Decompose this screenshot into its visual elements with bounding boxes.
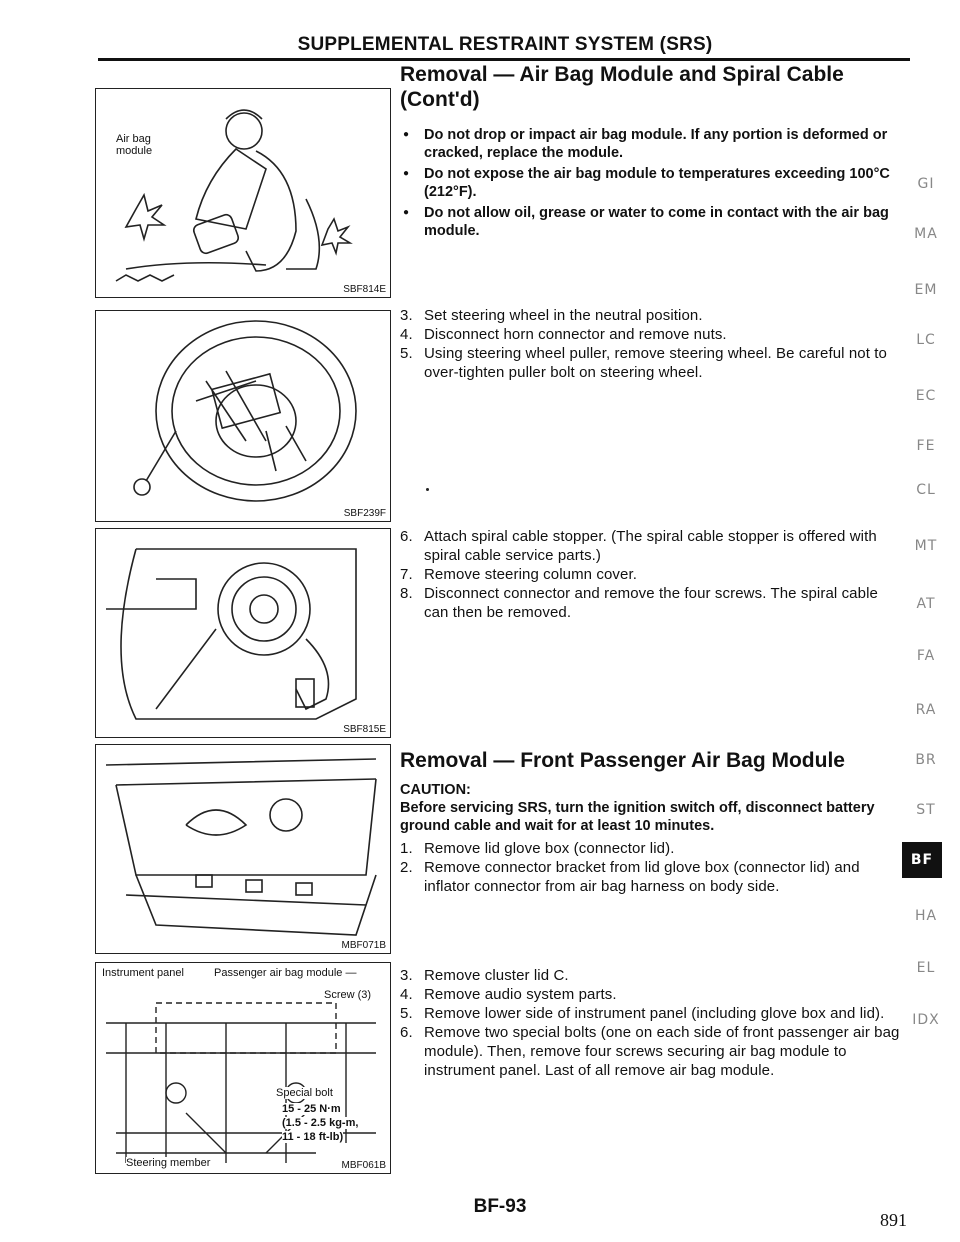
step-number: 6. <box>400 528 413 545</box>
steps-6-8 <box>400 527 900 622</box>
section-title: Removal — Front Passenger Air Bag Module <box>400 749 845 772</box>
figure-label-steering-member: Steering member <box>126 1157 211 1169</box>
caution-body: Before servicing SRS, turn the ignition switch off, disconnect battery ground cable and wait for at least 10 minutes. <box>400 800 875 834</box>
warning-item: ● Do not drop or impact air bag module. If any portion is deformed or cracked, replace the module. <box>400 126 900 162</box>
figure-label-screw: Screw (3) <box>324 989 372 1001</box>
step-item <box>400 966 900 985</box>
side-tab-fe[interactable]: FE <box>916 438 936 454</box>
section-title-line1: Removal — Air Bag Module and Spiral Cable <box>400 63 844 86</box>
step-text: Attach spiral cable stopper. (The spiral cable stopper is offered with spiral cable service parts.) <box>424 528 877 564</box>
page-id: BF-93 <box>473 1196 527 1217</box>
figure-label-torque-nm: 15 - 25 N·m <box>282 1103 341 1115</box>
side-tab-br[interactable]: BR <box>915 752 937 768</box>
side-tab-ma[interactable]: MA <box>914 226 938 242</box>
steps-3-6-passenger <box>400 966 900 1080</box>
step-number: 4. <box>400 986 413 1003</box>
side-tab-st[interactable]: ST <box>916 802 936 818</box>
step-text: Using steering wheel puller, remove steering wheel. Be careful not to over-tighten puller bolt on steering wheel. <box>424 345 887 381</box>
side-tab-ec[interactable]: EC <box>915 388 937 404</box>
step-item <box>400 565 900 584</box>
figure-code: SBF239F <box>343 508 386 519</box>
figure-label-torque-kgm: (1.5 - 2.5 kg-m, <box>282 1117 359 1129</box>
step-item <box>400 584 900 622</box>
side-tab-bf[interactable]: BF <box>902 842 942 878</box>
side-tab-at[interactable]: AT <box>916 596 936 612</box>
figure-code: MBF071B <box>341 940 386 951</box>
side-tab-idx[interactable]: IDX <box>912 1012 940 1028</box>
steps-3-5 <box>400 306 900 382</box>
step-number: 1. <box>400 840 413 857</box>
figure-airbag-drop-illustration <box>96 89 390 297</box>
figure-label-torque-ftlb: 11 - 18 ft-lb) <box>282 1131 344 1143</box>
figure-label-instrument-panel: Instrument panel <box>102 967 184 979</box>
header-rule <box>98 58 910 61</box>
caution-title: CAUTION: <box>400 782 471 798</box>
warning-item: ● Do not allow oil, grease or water to come in contact with the air bag module. <box>400 204 900 240</box>
step-number: 3. <box>400 967 413 984</box>
step-item <box>400 325 900 344</box>
step-text: Remove cluster lid C. <box>424 967 569 984</box>
section-title-line2: (Cont'd) <box>400 88 480 111</box>
side-tab-gi[interactable]: GI <box>917 176 935 192</box>
section-passenger-airbag <box>400 748 900 896</box>
step-item <box>400 839 900 858</box>
figure-steering-wheel-puller-illustration <box>96 311 390 521</box>
page-header-title: SUPPLEMENTAL RESTRAINT SYSTEM (SRS) <box>297 34 713 55</box>
stray-dot <box>426 488 429 491</box>
step-number: 3. <box>400 307 413 324</box>
step-number: 4. <box>400 326 413 343</box>
side-tab-cl[interactable]: CL <box>916 482 936 498</box>
step-text: Remove lid glove box (connector lid). <box>424 840 675 857</box>
figure-airbag-drop <box>95 88 391 298</box>
figure-code: SBF815E <box>343 724 386 735</box>
step-number: 6. <box>400 1024 413 1041</box>
figure-code: MBF061B <box>341 1160 386 1171</box>
step-number: 7. <box>400 566 413 583</box>
step-text: Remove lower side of instrument panel (including glove box and lid). <box>424 1005 885 1022</box>
side-tab-el[interactable]: EL <box>916 960 936 976</box>
step-text: Set steering wheel in the neutral position. <box>424 307 703 324</box>
side-tab-fa[interactable]: FA <box>916 648 936 664</box>
step-number: 2. <box>400 859 413 876</box>
step-item <box>400 527 900 565</box>
figure-steering-wheel-puller <box>95 310 391 522</box>
page-number: 891 <box>880 1210 907 1230</box>
step-number: 5. <box>400 345 413 362</box>
step-item <box>400 306 900 325</box>
step-item <box>400 1004 900 1023</box>
figure-glove-box-connector <box>95 744 391 954</box>
side-tab-mt[interactable]: MT <box>914 538 938 554</box>
figure-passenger-airbag <box>95 962 391 1174</box>
step-text: Remove connector bracket from lid glove box (connector lid) and inflator connector from air bag harness on body side. <box>424 859 860 895</box>
side-tab-ha[interactable]: HA <box>914 908 938 924</box>
step-text: Disconnect horn connector and remove nuts. <box>424 326 727 343</box>
figure-label-special-bolt: Special bolt <box>276 1087 333 1099</box>
side-tab-ra[interactable]: RA <box>915 702 937 718</box>
side-tab-em[interactable]: EM <box>914 282 938 298</box>
figure-glove-box-connector-illustration <box>96 745 390 953</box>
step-number: 5. <box>400 1005 413 1022</box>
warning-item: ● Do not expose the air bag module to temperatures exceeding 100°C (212°F). <box>400 165 900 201</box>
step-item <box>400 1023 900 1080</box>
side-tab-lc[interactable]: LC <box>916 332 936 348</box>
step-number: 8. <box>400 585 413 602</box>
step-text: Remove audio system parts. <box>424 986 617 1003</box>
figure-label-airbag-2: module <box>116 145 153 157</box>
section-airbag-spiral-cable <box>400 62 900 243</box>
step-text: Remove two special bolts (one on each side of front passenger air bag module). Then, remove four screws securing air bag module to instrument panel. Last of all remove air bag module. <box>424 1024 900 1079</box>
step-item <box>400 344 900 382</box>
step-item <box>400 858 900 896</box>
figure-spiral-cable-illustration <box>96 529 390 737</box>
step-item <box>400 985 900 1004</box>
figure-code: SBF814E <box>343 284 386 295</box>
figure-label-airbag-1: Air bag <box>116 133 151 145</box>
warning-list <box>400 126 900 240</box>
figure-label-passenger-module: Passenger air bag module — <box>214 967 357 979</box>
step-text: Disconnect connector and remove the four screws. The spiral cable can then be removed. <box>424 585 878 621</box>
figure-spiral-cable <box>95 528 391 738</box>
step-text: Remove steering column cover. <box>424 566 637 583</box>
